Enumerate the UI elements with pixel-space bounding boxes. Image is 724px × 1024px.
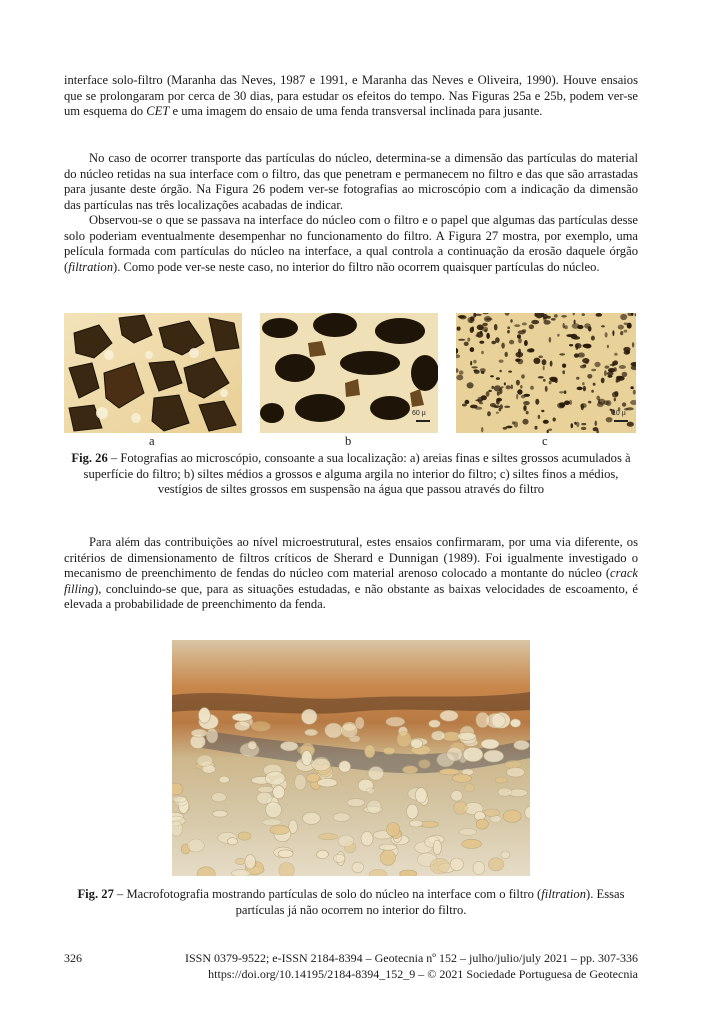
scale-bar-b (416, 420, 430, 422)
paragraph-1: interface solo-filtro (Maranha das Neves, 1987 e 1991, e Maranha das Neves e Oliveira, 1990). Houve ensaios que se prolongaram por cerca de 30 dias, para estudar os efeitos do tempo. Nas Figuras 25a e 25b, podem ver-se um esquema do CET e uma imagem do ensaio de uma fenda transversal inclinada para jusante. (64, 73, 638, 119)
macrophoto-figure-27 (172, 640, 530, 876)
figure-27-caption: Fig. 27 – Macrofotografia mostrando partículas de solo do núcleo na interface com o filtro (filtration). Essas partículas já não ocorrem no interior do filtro. (77, 887, 625, 917)
paragraph-4: Para além das contribuições ao nível microestrutural, estes ensaios confirmaram, por uma via diferente, os critérios de dimensionamento de filtros críticos de Sherard e Dunnigan (1989). Foi igualmente investigado o mecanismo de preenchimento de fendas do núcleo com material arenoso colocado a montante do núcleo (crack filling), concluindo-se que, para as situações estudadas, e não obstante as baixas velocidades de escoamento, é elevada a probabilidade de preenchimento da fenda. (64, 535, 638, 612)
figure-26-label-a: a (149, 434, 155, 448)
scale-bar-c (614, 420, 628, 422)
paragraph-3: Observou-se o que se passava na interface do núcleo com o filtro e o papel que algumas das partículas desse solo poderiam eventualmente desempenhar no funcionamento do filtro. A Figura 27 mostra, por exemplo, uma película formada com partículas do núcleo na interface, a qual controla a continuação da erosão daquele órgão (filtration). Como pode ver-se neste caso, no interior do filtro não ocorrem quaisquer partículas do núcleo. (64, 213, 638, 274)
scale-label-b: 60 µ (412, 410, 426, 417)
micrograph-c (456, 313, 636, 433)
paragraph-2: No caso de ocorrer transporte das partículas do núcleo, determina-se a dimensão das partículas do material do núcleo retidas na sua interface com o filtro, das que penetram e permanecem no filtro e das que são arrastadas para jusante deste órgão. Na Figura 26 podem ver-se fotografias ao microscópio com a indicação da dimensão das partículas nas três localizações acabadas de indicar. (64, 151, 638, 212)
figure-26-label-b: b (345, 434, 352, 448)
scale-label-c: 10 µ (612, 410, 626, 417)
micrograph-a (64, 313, 242, 433)
footer-line-2: https://doi.org/10.14195/2184-8394_152_9 – © 2021 Sociedade Portuguesa de Geotecnia (208, 967, 638, 981)
footer-line-1: ISSN 0379-9522; e-ISSN 2184-8394 – Geotecnia nº 152 – julho/julio/july 2021 – pp. 307-336 (184, 951, 638, 965)
figure-26-caption: Fig. 26 – Fotografias ao microscópio, consoante a sua localização: a) areias finas e siltes grossos acumulados à superfície do filtro; b) siltes médios a grossos e alguma argila no interior do filtro; c) siltes finos a médios, vestígios de siltes grossos em suspensão na água que passou através do filtro (71, 451, 631, 497)
figure-26-label-c: c (542, 434, 548, 448)
page-number: 326 (64, 951, 82, 965)
